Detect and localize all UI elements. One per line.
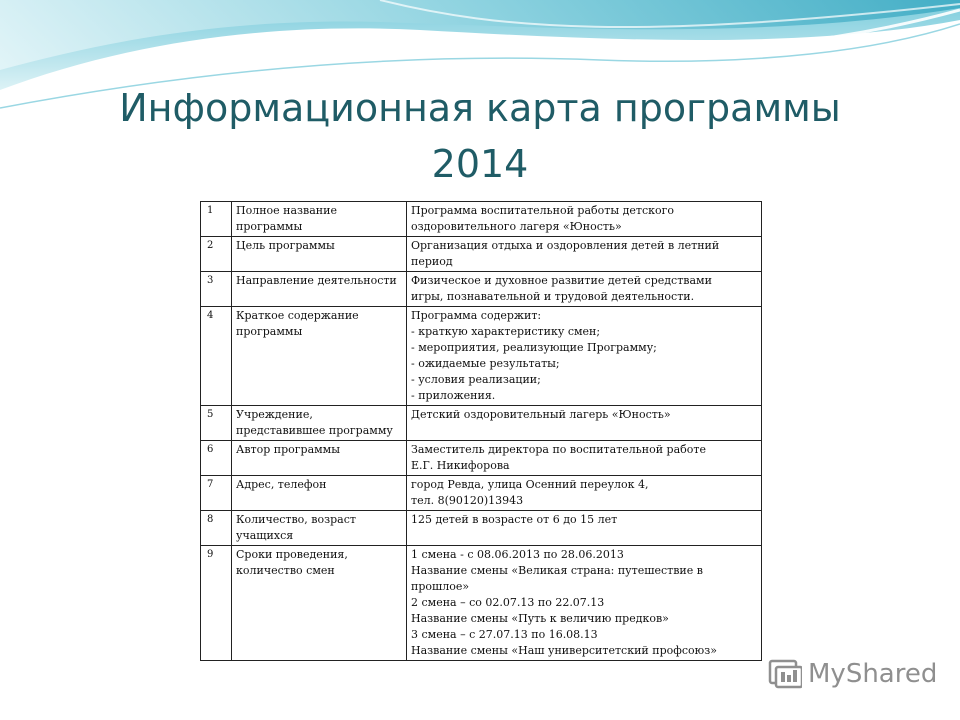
program-info-table	[200, 201, 762, 661]
table-row	[201, 272, 762, 307]
row-value	[407, 406, 762, 441]
row-value	[407, 511, 762, 546]
row-value-line: Детский оздоровительный лагерь «Юность»	[411, 408, 671, 421]
row-number: 2	[201, 237, 232, 272]
row-value	[407, 202, 762, 237]
row-label: Адрес, телефон	[232, 476, 407, 511]
slide-title-line1: Информационная карта программы	[119, 86, 841, 130]
row-label: Краткое содержание программы	[232, 307, 407, 406]
row-label: Сроки проведения, количество смен	[232, 546, 407, 661]
row-label: Цель программы	[232, 237, 407, 272]
row-value-line: 1 смена - с 08.06.2013 по 28.06.2013	[411, 548, 624, 561]
myshared-watermark	[768, 656, 937, 692]
row-number: 3	[201, 272, 232, 307]
row-value	[407, 237, 762, 272]
row-value-line: - ожидаемые результаты;	[411, 357, 560, 370]
row-number: 6	[201, 441, 232, 476]
row-value-line: Физическое и духовное развитие детей средствами	[411, 274, 712, 287]
table-row	[201, 511, 762, 546]
row-value	[407, 476, 762, 511]
table-row	[201, 441, 762, 476]
row-value-line: Организация отдыха и оздоровления детей в летний	[411, 239, 720, 252]
row-value-line: - приложения.	[411, 389, 496, 402]
row-value	[407, 546, 762, 661]
row-value-line: - условия реализации;	[411, 373, 541, 386]
table-row	[201, 406, 762, 441]
table-row	[201, 476, 762, 511]
row-value-line: период	[411, 255, 453, 268]
table-row	[201, 237, 762, 272]
row-label: Учреждение, представившее программу	[232, 406, 407, 441]
row-value-line: Название смены «Путь к величию предков»	[411, 612, 669, 625]
row-label: Направление деятельности	[232, 272, 407, 307]
row-value-line: Программа воспитательной работы детского	[411, 204, 675, 217]
slide-title	[0, 80, 960, 192]
row-value-line: игры, познавательной и трудовой деятельности.	[411, 290, 695, 303]
row-number: 8	[201, 511, 232, 546]
row-value-line: 3 смена – с 27.07.13 по 16.08.13	[411, 628, 598, 641]
myshared-logo-icon	[768, 657, 802, 691]
row-value-line: 125 детей в возрасте от 6 до 15 лет	[411, 513, 618, 526]
row-value	[407, 441, 762, 476]
row-value-line: город Ревда, улица Осенний переулок 4,	[411, 478, 649, 491]
row-value	[407, 272, 762, 307]
row-number: 7	[201, 476, 232, 511]
row-number: 5	[201, 406, 232, 441]
row-value-line: - краткую характеристику смен;	[411, 325, 601, 338]
row-value-line: Программа содержит:	[411, 309, 542, 322]
row-label: Количество, возраст учащихся	[232, 511, 407, 546]
row-value	[407, 307, 762, 406]
row-value-line: Е.Г. Никифорова	[411, 459, 510, 472]
table-row	[201, 202, 762, 237]
row-value-line: Название смены «Великая страна: путешествие в	[411, 564, 703, 577]
row-label: Автор программы	[232, 441, 407, 476]
table-row	[201, 546, 762, 661]
row-value-line: Название смены «Наш университетский профсоюз»	[411, 644, 717, 657]
row-number: 1	[201, 202, 232, 237]
row-value-line: оздоровительного лагеря «Юность»	[411, 220, 622, 233]
row-label: Полное название программы	[232, 202, 407, 237]
slide-title-year: 2014	[431, 142, 529, 186]
row-number: 9	[201, 546, 232, 661]
row-value-line: 2 смена – со 02.07.13 по 22.07.13	[411, 596, 605, 609]
row-value-line: прошлое»	[411, 580, 470, 593]
table-row	[201, 307, 762, 406]
row-value-line: Заместитель директора по воспитательной работе	[411, 443, 706, 456]
row-number: 4	[201, 307, 232, 406]
row-value-line: тел. 8(90120)13943	[411, 494, 524, 507]
row-value-line: - мероприятия, реализующие Программу;	[411, 341, 657, 354]
watermark-text: MyShared	[808, 659, 938, 689]
